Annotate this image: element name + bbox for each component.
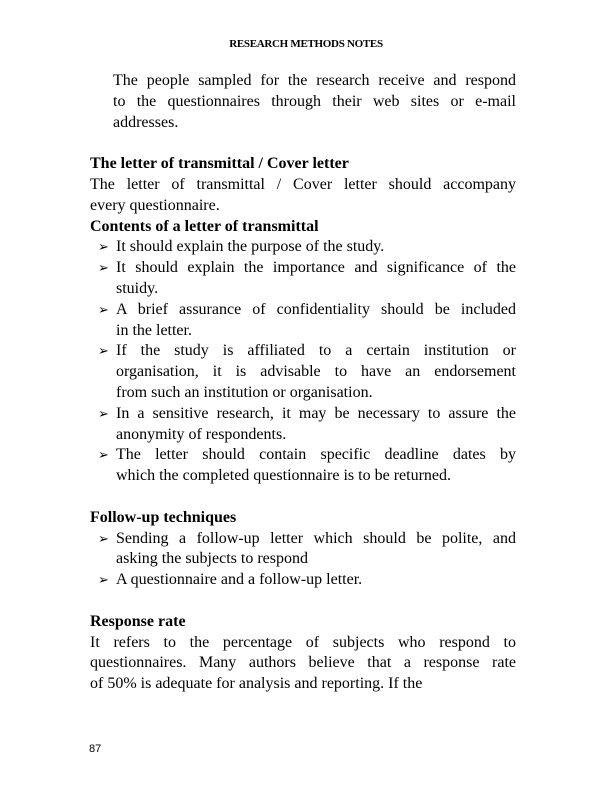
text-line: questionnaires. Many authors believe that a response rate bbox=[90, 654, 516, 672]
text-line: stuidy. bbox=[116, 279, 159, 297]
section-heading bbox=[90, 508, 516, 529]
arrowhead-bullet-icon: ➢ bbox=[98, 343, 109, 359]
text-line: to the questionnaires through their web sites or e-mail bbox=[113, 92, 516, 110]
arrowhead-bullet-icon: ➢ bbox=[98, 405, 109, 421]
text-line: addresses. bbox=[113, 113, 179, 131]
arrowhead-bullet-icon: ➢ bbox=[98, 530, 109, 546]
bullet-item bbox=[98, 300, 516, 342]
bullet-item bbox=[98, 404, 516, 446]
text-line: It should explain the importance and significance of the bbox=[116, 259, 516, 277]
bullet-item bbox=[98, 258, 516, 300]
text-line: The letter of transmittal / Cover letter should accompany bbox=[90, 175, 516, 193]
text-line: If the study is affiliated to a certain institution or bbox=[116, 342, 516, 360]
text-line: of 50% is adequate for analysis and reporting. If the bbox=[90, 675, 423, 693]
text-line: anonymity of respondents. bbox=[116, 425, 287, 443]
paragraph bbox=[113, 71, 516, 133]
running-header: RESEARCH METHODS NOTES bbox=[229, 38, 383, 50]
arrowhead-bullet-icon: ➢ bbox=[98, 447, 109, 463]
arrowhead-bullet-icon: ➢ bbox=[98, 301, 109, 317]
paragraph bbox=[90, 175, 516, 217]
page-number: 87 bbox=[89, 743, 102, 755]
bullet-item bbox=[98, 570, 516, 591]
section-heading bbox=[90, 612, 516, 633]
text-line: in the letter. bbox=[116, 321, 192, 339]
bullet-item bbox=[98, 237, 516, 258]
text-line: Sending a follow-up letter which should be polite, and bbox=[116, 529, 516, 547]
text-line: Contents of a letter of transmittal bbox=[90, 217, 319, 235]
arrowhead-bullet-icon: ➢ bbox=[98, 572, 109, 588]
section-heading bbox=[90, 154, 516, 175]
document-body bbox=[90, 71, 516, 695]
text-line: The letter of transmittal / Cover letter bbox=[90, 155, 349, 173]
text-line: which the completed questionnaire is to be returned. bbox=[116, 467, 452, 485]
arrowhead-bullet-icon: ➢ bbox=[98, 239, 109, 255]
text-line: organisation, it is advisable to have an endorsement bbox=[116, 363, 516, 381]
text-line: from such an institution or organisation. bbox=[116, 383, 373, 401]
bullet-item bbox=[98, 529, 516, 571]
text-line: The letter should contain specific deadline dates by bbox=[116, 446, 516, 464]
text-line: Response rate bbox=[90, 612, 186, 630]
text-line: It refers to the percentage of subjects who respond to bbox=[90, 633, 516, 651]
bullet-item bbox=[98, 341, 516, 403]
text-line: asking the subjects to respond bbox=[116, 550, 308, 568]
text-line: The people sampled for the research receive and respond bbox=[113, 72, 516, 89]
paragraph bbox=[90, 633, 516, 695]
text-line: In a sensitive research, it may be necessary to assure the bbox=[116, 404, 516, 422]
section-heading bbox=[90, 217, 516, 238]
text-line: It should explain the purpose of the study. bbox=[116, 238, 385, 256]
text-line: Follow-up techniques bbox=[90, 508, 237, 526]
arrowhead-bullet-icon: ➢ bbox=[98, 260, 109, 276]
bullet-item bbox=[98, 445, 516, 487]
text-line: A brief assurance of confidentiality should be included bbox=[116, 300, 516, 318]
text-line: every questionnaire. bbox=[90, 196, 220, 214]
text-line: A questionnaire and a follow-up letter. bbox=[116, 571, 363, 589]
